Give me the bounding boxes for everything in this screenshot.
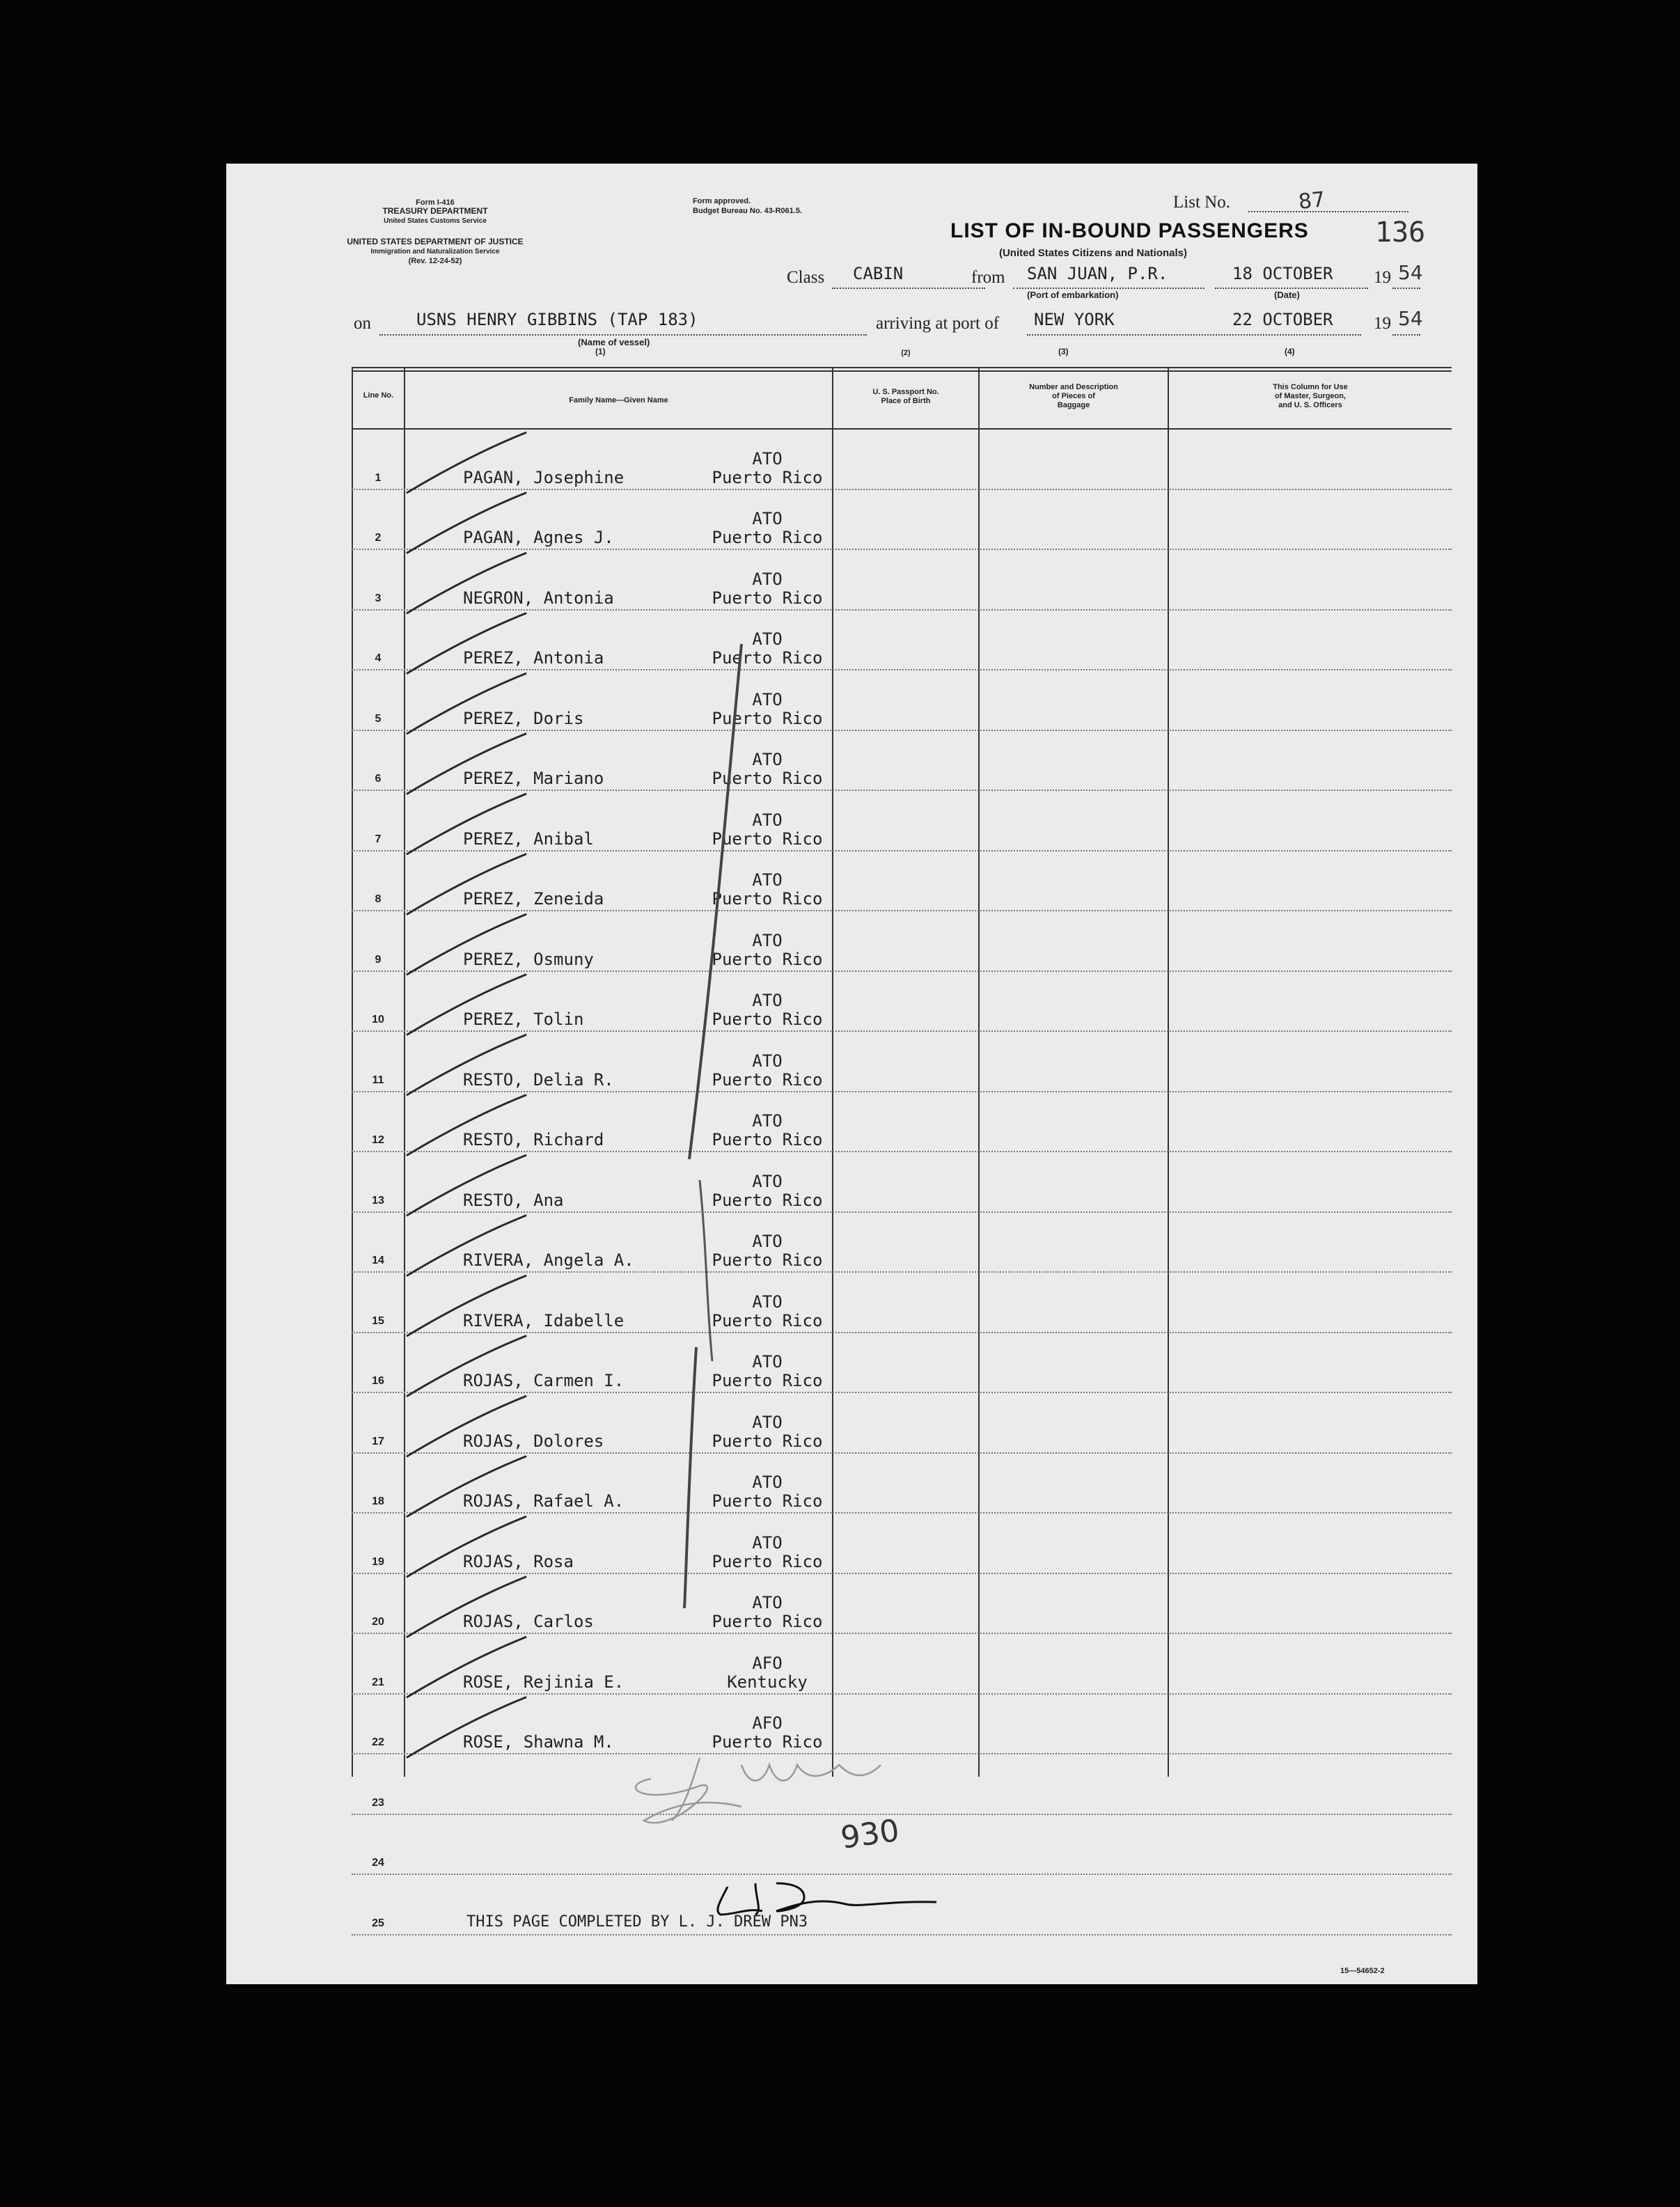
place-of-birth: Kentucky [727,1672,808,1692]
passport-code: ATO [752,1412,783,1432]
check-mark [407,915,526,975]
footer-code: 15—54652-2 [1340,1967,1385,1975]
line-number: 18 [372,1495,384,1507]
passport-code: ATO [752,930,783,950]
passport-code: ATO [752,810,783,830]
line-number: 15 [372,1314,384,1327]
ins-service: Immigration and Naturalization Service [370,248,500,256]
place-of-birth: Puerto Rico [712,1551,823,1571]
line-number: 16 [372,1375,384,1387]
check-mark [407,794,526,854]
drew-signature [718,1883,936,1915]
vessel-caption: (Name of vessel) [578,337,650,347]
passenger-name: PEREZ, Zeneida [463,889,604,909]
line-number: 23 [372,1796,384,1809]
place-of-birth: Puerto Rico [712,648,823,668]
arrival-year: 54 [1398,307,1423,330]
place-of-birth: Puerto Rico [712,1612,823,1631]
place-of-birth: Puerto Rico [712,1371,823,1390]
page-number-stamp: 136 [1375,217,1426,249]
passport-code: ATO [752,1352,783,1372]
check-mark [407,1276,526,1336]
check-mark [407,433,526,493]
passenger-name: PEREZ, Mariano [463,769,604,788]
place-of-birth: Puerto Rico [712,1310,823,1330]
line-number: 11 [372,1074,384,1086]
passenger-name: PAGAN, Josephine [463,467,625,487]
line-number: 22 [372,1736,384,1748]
passport-code: AFO [752,1713,783,1733]
col-header-baggage: Number and Description of Pieces of Baggage [1029,383,1118,409]
passenger-name: ROJAS, Carmen I. [463,1371,625,1390]
line-number: 13 [372,1194,384,1207]
line-number: 21 [372,1676,384,1688]
treasury-dept: TREASURY DEPARTMENT [382,206,488,216]
line-number: 10 [372,1014,384,1026]
place-of-birth: Puerto Rico [712,588,823,608]
arriving-label: arriving at port of [876,314,1000,333]
form-revision: (Rev. 12-24-52) [408,257,462,265]
passenger-name: PEREZ, Doris [463,708,584,728]
customs-service: United States Customs Service [384,217,487,225]
passport-code: ATO [752,1291,783,1312]
passenger-name: NEGRON, Antonia [463,588,614,608]
line-number: 19 [372,1555,384,1568]
place-of-birth: Puerto Rico [712,1190,823,1210]
passenger-name: ROSE, Rejinia E. [463,1672,625,1692]
line-number: 1 [375,471,382,484]
place-of-birth: Puerto Rico [712,1431,823,1451]
line-number: 6 [375,773,382,785]
place-of-birth: Puerto Rico [712,1250,823,1270]
justice-dept: UNITED STATES DEPARTMENT OF JUSTICE [347,237,524,246]
check-mark [407,1397,526,1456]
list-no-label: List No. [1173,193,1230,212]
line-number: 5 [375,712,382,725]
col-header-officers: This Column for Use of Master, Surgeon, and U. S. Officers [1273,383,1348,409]
place-of-birth: Puerto Rico [712,1491,823,1511]
passenger-name: RIVERA, Idabelle [463,1310,625,1330]
passport-code: ATO [752,750,783,769]
form-subtitle: (United States Citizens and Nationals) [998,247,1188,259]
pencil-note: 930 [838,1812,902,1856]
passenger-name: PEREZ, Anibal [463,828,594,849]
col-header-name: Family Name—Given Name [569,396,668,405]
place-of-birth: Puerto Rico [712,1069,823,1090]
place-of-birth: Puerto Rico [712,1732,823,1752]
passport-code: ATO [752,1051,783,1071]
arrival-port: NEW YORK [1034,310,1115,329]
line-number: 8 [375,893,382,905]
departure-date: 18 OCTOBER [1232,264,1333,283]
passenger-name: RESTO, Delia R. [463,1069,614,1090]
col-header-passport: U. S. Passport No. Place of Birth [872,388,939,405]
passport-code: ATO [752,1593,783,1612]
form-approved: Form approved. [693,197,751,205]
passport-code: ATO [752,1232,783,1251]
check-mark [407,1095,526,1155]
check-mark [407,1517,526,1577]
passport-code: ATO [752,991,783,1010]
line-number: 9 [375,953,382,966]
check-mark [407,1035,526,1095]
passenger-name: RIVERA, Angela A. [463,1250,634,1270]
passport-code: ATO [752,629,783,649]
check-mark [407,975,526,1035]
check-mark [407,734,526,794]
passport-code: ATO [752,1171,783,1191]
bracket-mark-3 [684,1347,696,1608]
check-mark [407,674,526,734]
line-number: 20 [372,1616,384,1628]
passenger-name: ROJAS, Rafael A. [463,1491,625,1511]
passenger-name: RESTO, Richard [463,1130,604,1149]
handwritten-check-marks [226,164,1477,1984]
place-of-birth: Puerto Rico [712,769,823,788]
passport-code: ATO [752,569,783,589]
passport-code: ATO [752,689,783,709]
check-mark [407,1637,526,1697]
year-prefix: 19 [1374,268,1391,287]
passenger-name: PEREZ, Osmuny [463,949,594,969]
passenger-name: ROSE, Shawna M. [463,1732,614,1752]
passenger-name: THIS PAGE COMPLETED BY L. J. DREW PN3 [466,1913,808,1931]
check-mark [407,1336,526,1396]
passenger-name: ROJAS, Carlos [463,1612,594,1631]
year-prefix-arrival: 19 [1374,314,1391,333]
check-mark [407,493,526,553]
list-no-handwritten: 87 [1297,187,1326,214]
passenger-name: PEREZ, Antonia [463,648,604,668]
scribble-signature [636,1758,881,1823]
line-number: 25 [372,1917,384,1929]
passport-code: ATO [752,870,783,890]
line-number: 2 [375,532,382,544]
place-of-birth: Puerto Rico [712,708,823,728]
place-of-birth: Puerto Rico [712,889,823,909]
line-number: 4 [375,652,382,664]
from-label: from [971,268,1005,287]
passenger-name: PAGAN, Agnes J. [463,528,614,547]
passenger-name: PEREZ, Tolin [463,1010,584,1029]
passport-code: ATO [752,1532,783,1553]
check-mark [407,1577,526,1637]
passport-code: ATO [752,448,783,469]
passenger-name: ROJAS, Rosa [463,1551,574,1571]
line-number: 3 [375,592,382,604]
line-number: 7 [375,833,382,845]
place-of-birth: Puerto Rico [712,1010,823,1029]
vessel-name: USNS HENRY GIBBINS (TAP 183) [416,310,698,329]
embarkation-caption: (Port of embarkation) [1027,290,1119,300]
passport-code: ATO [752,1111,783,1131]
place-of-birth: Puerto Rico [712,467,823,487]
caption-1: (1) [595,347,606,356]
line-number: 12 [372,1134,384,1146]
form-title: LIST OF IN-BOUND PASSENGERS [950,219,1309,242]
passport-code: AFO [752,1653,783,1673]
line-number: 24 [372,1857,384,1869]
check-mark [407,1216,526,1275]
check-mark [407,1456,526,1516]
place-of-birth: Puerto Rico [712,949,823,969]
bracket-mark-2 [700,1180,712,1361]
class-value: CABIN [853,264,904,283]
date-caption: (Date) [1274,290,1300,300]
budget-bureau: Budget Bureau No. 43-R061.5. [693,207,803,215]
check-mark [407,553,526,613]
check-mark [407,1697,526,1757]
caption-4: (4) [1285,347,1295,356]
class-label: Class [787,268,825,287]
passenger-name: ROJAS, Dolores [463,1431,604,1451]
check-mark [407,854,526,914]
line-number: 14 [372,1255,384,1266]
passenger-name: RESTO, Ana [463,1190,564,1210]
col-header-line: Line No. [363,391,394,400]
place-of-birth: Puerto Rico [712,1130,823,1149]
form-number: Form I-416 [416,198,455,207]
on-label: on [354,314,371,333]
bracket-mark-1 [689,644,741,1159]
departure-year: 54 [1398,261,1423,284]
embarkation-port: SAN JUAN, P.R. [1027,264,1168,283]
col-number-2: (2) [901,349,911,357]
passport-code: ATO [752,1472,783,1492]
check-mark [407,613,526,673]
arrival-date: 22 OCTOBER [1232,310,1333,329]
passport-code: ATO [752,509,783,528]
place-of-birth: Puerto Rico [712,528,823,547]
place-of-birth: Puerto Rico [712,828,823,849]
line-number: 17 [372,1435,384,1447]
passenger-list-sheet [226,164,1477,1984]
caption-3: (3) [1058,347,1069,356]
check-mark [407,1156,526,1216]
